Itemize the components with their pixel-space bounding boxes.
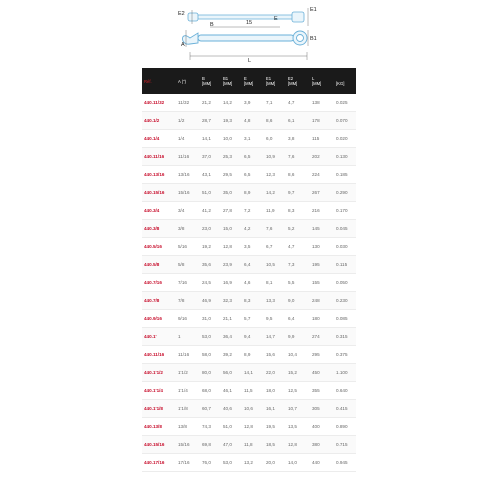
cell-a: 11/32 (176, 94, 200, 112)
table-row (142, 202, 356, 220)
cell-ref: 440.11/16 (142, 148, 176, 166)
cell-e2: 9,9 (286, 328, 310, 346)
cell-b: 14,1 (200, 130, 221, 148)
cell-l: 180 (310, 310, 334, 328)
cell-e: 4,6 (242, 274, 264, 292)
cell-e1: 16,1 (264, 400, 286, 418)
cell-weight: 0.945 (334, 454, 356, 472)
cell-e1: 8,1 (264, 274, 286, 292)
cell-b1: 47,0 (221, 436, 242, 454)
cell-e2: 6,4 (286, 310, 310, 328)
label-e1: E1 (310, 7, 317, 13)
cell-l: 224 (310, 166, 334, 184)
cell-weight: 0.030 (334, 238, 356, 256)
cell-ref: 440.7/16 (142, 274, 176, 292)
cell-e1: 6,7 (264, 238, 286, 256)
cell-e2: 5,5 (286, 274, 310, 292)
header-l: L [MM] (310, 68, 334, 94)
cell-e1: 9,5 (264, 310, 286, 328)
cell-ref: 440.7/8 (142, 292, 176, 310)
header-a: A (") (176, 68, 200, 94)
cell-l: 450 (310, 364, 334, 382)
cell-weight: 0.130 (334, 148, 356, 166)
cell-e1: 13,3 (264, 292, 286, 310)
table-row (142, 418, 356, 436)
cell-e1: 6,0 (264, 130, 286, 148)
cell-b1: 46,1 (221, 382, 242, 400)
cell-e2: 4,7 (286, 238, 310, 256)
header-e: E [MM] (242, 68, 264, 94)
cell-e2: 4,7 (286, 94, 310, 112)
cell-l: 155 (310, 274, 334, 292)
cell-e2: 10,4 (286, 346, 310, 364)
cell-e2: 8,3 (286, 202, 310, 220)
cell-e: 3,5 (242, 238, 264, 256)
cell-e2: 5,2 (286, 220, 310, 238)
cell-e2: 7,6 (286, 148, 310, 166)
table-row (142, 328, 356, 346)
cell-e1: 14,2 (264, 184, 286, 202)
cell-ref: 440.15/16 (142, 184, 176, 202)
cell-weight: 0.890 (334, 418, 356, 436)
cell-weight: 0.185 (334, 166, 356, 184)
cell-b: 23,0 (200, 220, 221, 238)
cell-ref: 440.17/16 (142, 454, 176, 472)
label-15: 15 (246, 20, 253, 26)
cell-ref: 440.5/8 (142, 256, 176, 274)
cell-a: 13/16 (176, 166, 200, 184)
cell-e2: 7,3 (286, 256, 310, 274)
cell-e: 8,9 (242, 184, 264, 202)
table-row (142, 184, 356, 202)
wrench-front-view (183, 31, 308, 45)
cell-weight: 0.375 (334, 346, 356, 364)
cell-l: 274 (310, 328, 334, 346)
cell-e: 12,8 (242, 418, 264, 436)
cell-b: 53,0 (200, 328, 221, 346)
cell-weight: 0.170 (334, 202, 356, 220)
cell-e2: 8,6 (286, 166, 310, 184)
cell-e1: 10,9 (264, 148, 286, 166)
cell-b1: 56,0 (221, 364, 242, 382)
cell-b: 43,1 (200, 166, 221, 184)
cell-weight: 0.085 (334, 310, 356, 328)
table-body (142, 94, 356, 472)
header-b1: B1 [MM] (221, 68, 242, 94)
cell-e: 11,8 (242, 436, 264, 454)
wrench-spec-table (142, 68, 356, 472)
cell-ref: 440.13/16 (142, 166, 176, 184)
cell-e1: 11,9 (264, 202, 286, 220)
table-row (142, 238, 356, 256)
cell-ref: 440.3/4 (142, 202, 176, 220)
cell-a: 17/16 (176, 454, 200, 472)
cell-b: 19,2 (200, 238, 221, 256)
cell-e1: 18,0 (264, 382, 286, 400)
cell-e: 4,2 (242, 220, 264, 238)
cell-e: 4,8 (242, 112, 264, 130)
cell-a: 1/4 (176, 130, 200, 148)
header-ref: Réf. (142, 68, 176, 94)
cell-b: 41,2 (200, 202, 221, 220)
table-row (142, 310, 356, 328)
cell-e2: 15,2 (286, 364, 310, 382)
table-row (142, 256, 356, 274)
cell-a: 7/16 (176, 274, 200, 292)
label-l: L (248, 58, 252, 64)
cell-e1: 14,7 (264, 328, 286, 346)
cell-a: 9/16 (176, 310, 200, 328)
cell-b1: 14,2 (221, 94, 242, 112)
label-b1: B1 (310, 36, 317, 42)
cell-weight: 1.100 (334, 364, 356, 382)
cell-l: 195 (310, 256, 334, 274)
cell-e2: 9,0 (286, 292, 310, 310)
cell-e2: 3,8 (286, 130, 310, 148)
label-b: B (210, 22, 214, 28)
label-e2: E2 (178, 11, 185, 17)
cell-l: 178 (310, 112, 334, 130)
cell-l: 305 (310, 400, 334, 418)
cell-b1: 51,0 (221, 418, 242, 436)
cell-e: 6,5 (242, 166, 264, 184)
cell-b1: 25,3 (221, 148, 242, 166)
cell-e: 11,5 (242, 382, 264, 400)
cell-weight: 0.025 (334, 94, 356, 112)
cell-l: 440 (310, 454, 334, 472)
cell-weight: 0.640 (334, 382, 356, 400)
table-row (142, 292, 356, 310)
table-row (142, 346, 356, 364)
cell-e2: 13,5 (286, 418, 310, 436)
header-e2: E2 [MM] (286, 68, 310, 94)
cell-b1: 29,5 (221, 166, 242, 184)
cell-b1: 32,3 (221, 292, 242, 310)
cell-e2: 12,5 (286, 382, 310, 400)
cell-b: 35,6 (200, 256, 221, 274)
table-header-row (142, 68, 356, 94)
cell-weight: 0.415 (334, 400, 356, 418)
cell-ref: 440.11/32 (142, 94, 176, 112)
cell-ref: 440.1'1/8 (142, 400, 176, 418)
cell-e: 10,6 (242, 400, 264, 418)
cell-b1: 12,8 (221, 238, 242, 256)
cell-a: 7/8 (176, 292, 200, 310)
cell-e: 7,2 (242, 202, 264, 220)
cell-ref: 440.13/8 (142, 418, 176, 436)
cell-e1: 12,3 (264, 166, 286, 184)
cell-e1: 15,6 (264, 346, 286, 364)
cell-e2: 10,7 (286, 400, 310, 418)
table-row (142, 364, 356, 382)
cell-a: 1'1/4 (176, 382, 200, 400)
cell-ref: 440.1/4 (142, 130, 176, 148)
cell-e1: 18,5 (264, 436, 286, 454)
cell-weight: 0.070 (334, 112, 356, 130)
cell-ref: 440.1/2 (142, 112, 176, 130)
cell-ref: 440.5/16 (142, 238, 176, 256)
cell-e: 5,7 (242, 310, 264, 328)
table-row (142, 166, 356, 184)
cell-b: 58,0 (200, 346, 221, 364)
cell-e1: 20,0 (264, 454, 286, 472)
cell-l: 400 (310, 418, 334, 436)
cell-l: 202 (310, 148, 334, 166)
cell-a: 1 (176, 328, 200, 346)
cell-l: 130 (310, 238, 334, 256)
cell-l: 295 (310, 346, 334, 364)
cell-e: 8,3 (242, 292, 264, 310)
cell-ref: 440.3/8 (142, 220, 176, 238)
cell-a: 11/16 (176, 346, 200, 364)
cell-l: 267 (310, 184, 334, 202)
header-weight: [KG] (334, 68, 356, 94)
table-row (142, 274, 356, 292)
cell-e: 3,1 (242, 130, 264, 148)
cell-b: 80,0 (200, 364, 221, 382)
cell-a: 1/2 (176, 112, 200, 130)
cell-a: 3/4 (176, 202, 200, 220)
header-b: B [MM] (200, 68, 221, 94)
cell-e: 8,9 (242, 346, 264, 364)
cell-ref: 440.1' (142, 328, 176, 346)
cell-weight: 0.115 (334, 256, 356, 274)
cell-a: 11/16 (176, 148, 200, 166)
cell-e: 6,5 (242, 148, 264, 166)
cell-a: 13/8 (176, 418, 200, 436)
cell-b: 28,7 (200, 112, 221, 130)
cell-b: 60,7 (200, 400, 221, 418)
cell-a: 5/8 (176, 256, 200, 274)
cell-b1: 21,1 (221, 310, 242, 328)
cell-e: 9,4 (242, 328, 264, 346)
cell-b1: 15,0 (221, 220, 242, 238)
cell-weight: 0.315 (334, 328, 356, 346)
cell-l: 138 (310, 94, 334, 112)
table-row (142, 400, 356, 418)
cell-b: 21,2 (200, 94, 221, 112)
cell-b1: 40,6 (221, 400, 242, 418)
cell-ref: 440.15/16 (142, 436, 176, 454)
table-row (142, 94, 356, 112)
cell-b1: 23,9 (221, 256, 242, 274)
cell-ref: 440.11/16 (142, 346, 176, 364)
cell-b1: 16,9 (221, 274, 242, 292)
table-row (142, 148, 356, 166)
cell-b: 69,8 (200, 436, 221, 454)
cell-b1: 27,8 (221, 202, 242, 220)
cell-l: 248 (310, 292, 334, 310)
cell-l: 355 (310, 382, 334, 400)
cell-l: 216 (310, 202, 334, 220)
cell-b1: 35,0 (221, 184, 242, 202)
cell-b: 24,5 (200, 274, 221, 292)
wrench-dimension-diagram (170, 0, 330, 64)
cell-e1: 7,1 (264, 94, 286, 112)
table-row (142, 220, 356, 238)
table-row (142, 130, 356, 148)
cell-e: 6,4 (242, 256, 264, 274)
cell-b: 74,3 (200, 418, 221, 436)
cell-weight: 0.020 (334, 130, 356, 148)
cell-b: 46,9 (200, 292, 221, 310)
table-row (142, 112, 356, 130)
cell-b: 51,0 (200, 184, 221, 202)
cell-b1: 53,0 (221, 454, 242, 472)
table-row (142, 436, 356, 454)
cell-b: 31,0 (200, 310, 221, 328)
header-e1: E1 [MM] (264, 68, 286, 94)
cell-a: 1'1/8 (176, 400, 200, 418)
cell-e: 14,1 (242, 364, 264, 382)
cell-e2: 12,8 (286, 436, 310, 454)
cell-l: 380 (310, 436, 334, 454)
table-row (142, 382, 356, 400)
cell-ref: 440.1'1/2 (142, 364, 176, 382)
cell-e1: 7,6 (264, 220, 286, 238)
cell-b: 76,0 (200, 454, 221, 472)
table-row (142, 454, 356, 472)
cell-weight: 0.230 (334, 292, 356, 310)
cell-e2: 6,1 (286, 112, 310, 130)
cell-e: 3,9 (242, 94, 264, 112)
cell-e1: 8,6 (264, 112, 286, 130)
cell-b1: 19,3 (221, 112, 242, 130)
cell-b1: 39,2 (221, 346, 242, 364)
cell-b1: 36,4 (221, 328, 242, 346)
combination-wrench-drawing (170, 0, 330, 64)
cell-e2: 14,0 (286, 454, 310, 472)
cell-e1: 10,5 (264, 256, 286, 274)
cell-b: 37,0 (200, 148, 221, 166)
cell-b1: 10,0 (221, 130, 242, 148)
cell-a: 5/16 (176, 238, 200, 256)
label-a: A (181, 42, 185, 48)
cell-ref: 440.1'1/4 (142, 382, 176, 400)
cell-a: 15/16 (176, 436, 200, 454)
cell-e1: 19,5 (264, 418, 286, 436)
cell-ref: 440.9/16 (142, 310, 176, 328)
cell-l: 145 (310, 220, 334, 238)
cell-b: 68,0 (200, 382, 221, 400)
cell-weight: 0.715 (334, 436, 356, 454)
cell-a: 15/16 (176, 184, 200, 202)
cell-e2: 9,7 (286, 184, 310, 202)
cell-l: 115 (310, 130, 334, 148)
cell-weight: 0.290 (334, 184, 356, 202)
cell-a: 3/8 (176, 220, 200, 238)
cell-e: 13,2 (242, 454, 264, 472)
cell-weight: 0.045 (334, 220, 356, 238)
cell-weight: 0.050 (334, 274, 356, 292)
cell-e1: 22,0 (264, 364, 286, 382)
label-e: E (274, 16, 278, 22)
cell-a: 1'1/2 (176, 364, 200, 382)
